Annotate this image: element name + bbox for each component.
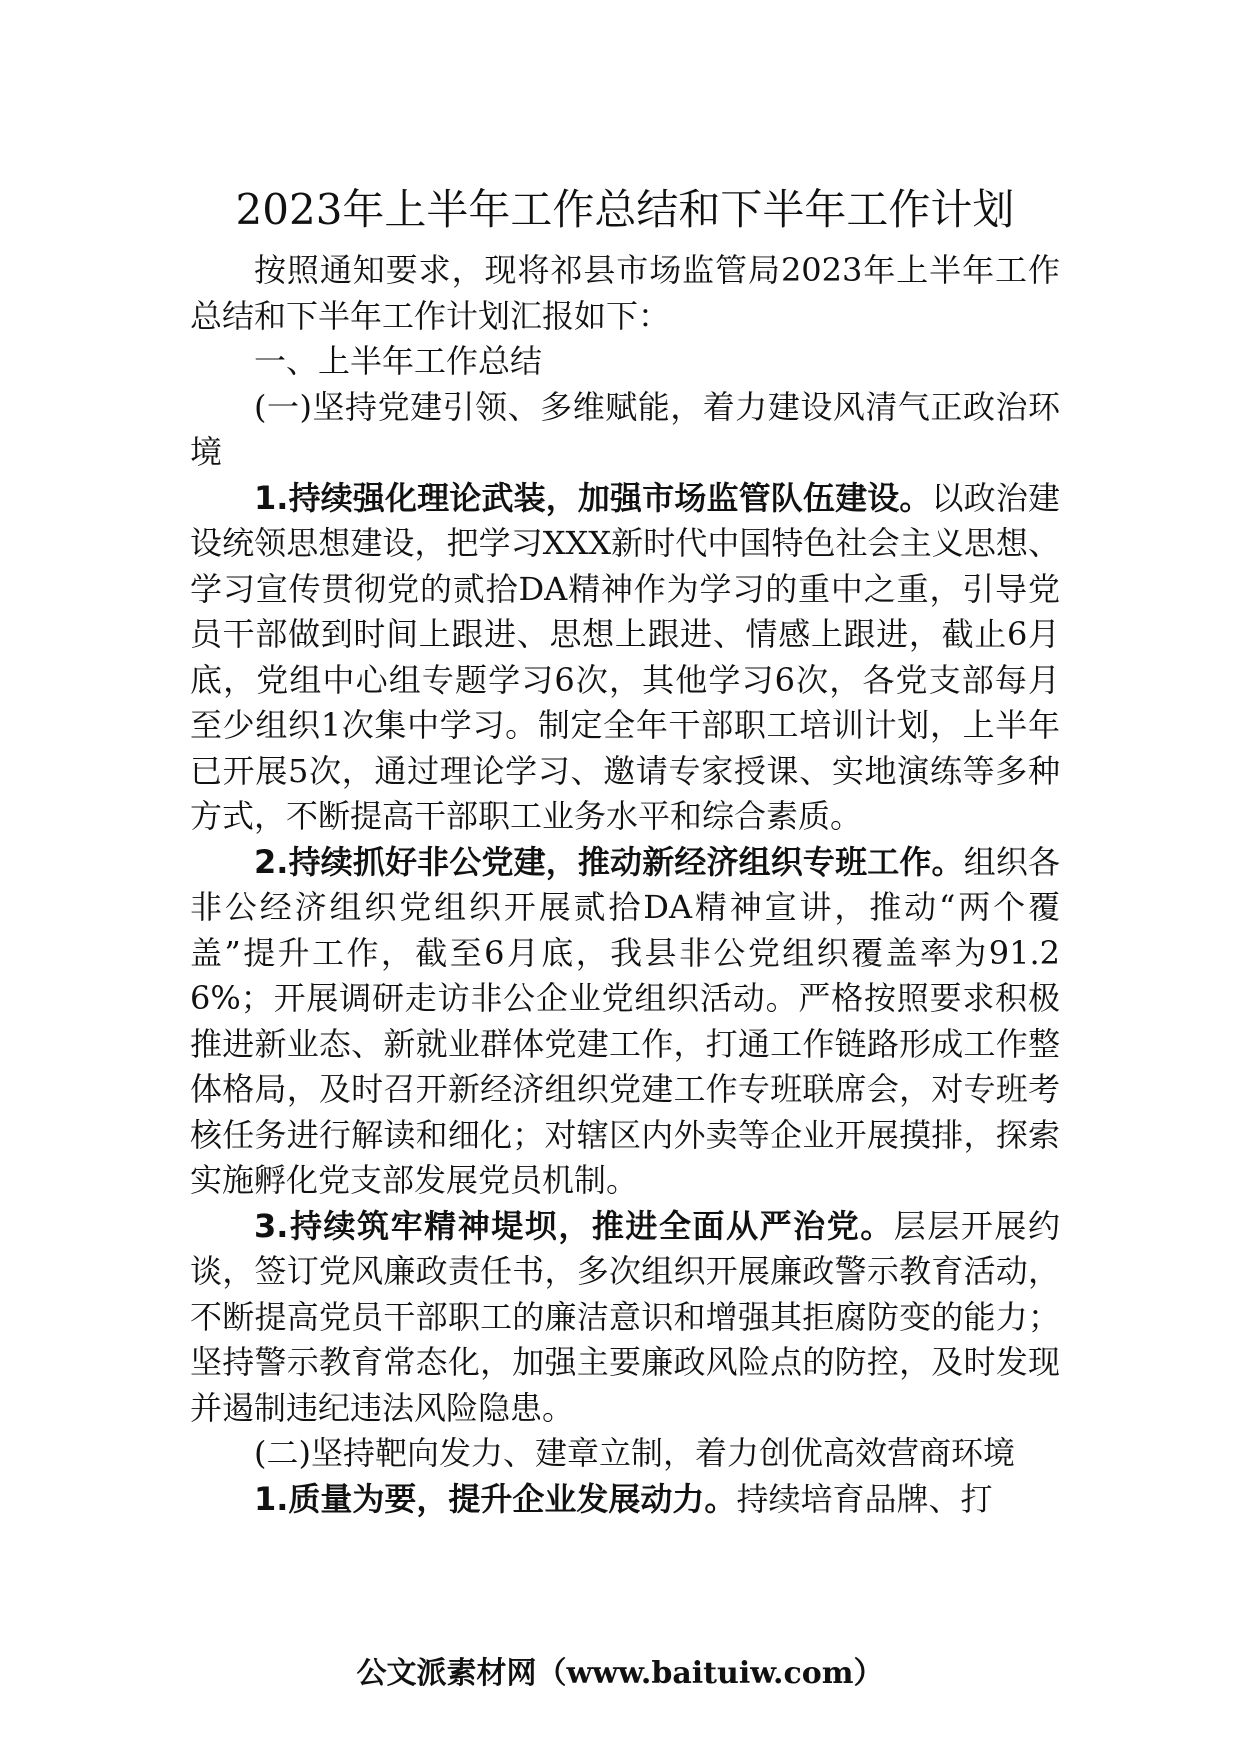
item-lead: 2.持续抓好非公党建，推动新经济组织专班工作。 [254,842,964,881]
footer-watermark: 公文派素材网（www.baituiw.com） [356,1656,884,1691]
document-title: 2023年上半年工作总结和下半年工作计划 [235,185,1015,234]
intro-paragraph: 按照通知要求，现将祁县市场监管局2023年上半年工作总结和下半年工作计划汇报如下： [190,251,1060,335]
item-paragraph [190,1204,1060,1432]
item-body: 以政治建设统领思想建设，把学习XXX新时代中国特色社会主义思想、学习宣传贯彻党的贰拾DA精神作为学习的重中之重，引导党员干部做到时间上跟进、思想上跟进、情感上跟进，截止6月底，党组中心组专题学习6次，其他学习6次，各党支部每月至少组织1次集中学习。制定全年干部职工培训计划，上半年已开展5次，通过理论学习、邀请专家授课、实地演练等多种方式，不断提高干部职工业务水平和综合素质。 [190,478,1060,835]
subsection-heading: (一)坚持党建引领、多维赋能，着力建设风清气正政治环境 [190,387,1060,471]
section-heading: 一、上半年工作总结 [254,342,543,380]
document-body [190,180,1060,1522]
item-lead: 1.质量为要，提升企业发展动力。 [254,1479,737,1518]
item-lead: 3.持续筑牢精神堤坝，推进全面从严治党。 [254,1206,894,1245]
item-body: 层层开展约谈，签订党风廉政责任书，多次组织开展廉政警示教育活动，不断提高党员干部职工的廉洁意识和增强其拒腐防变的能力；坚持警示教育常态化，加强主要廉政风险点的防控，及时发现并遏制违纪违法风险隐患。 [190,1206,1060,1427]
item-paragraph [190,840,1060,1204]
subsection-heading: (二)坚持靶向发力、建章立制，着力创优高效营商环境 [254,1434,1015,1472]
item-paragraph [190,476,1060,840]
item-paragraph [190,1477,1060,1523]
item-lead: 1.持续强化理论武装，加强市场监管队伍建设。 [254,478,932,517]
item-body: 组织各非公经济组织党组织开展贰拾DA精神宣讲，推动“两个覆盖”提升工作，截至6月底，我县非公党组织覆盖率为91.26%；开展调研走访非公企业党组织活动。严格按照要求积极推进新业态、新就业群体党建工作，打通工作链路形成工作整体格局，及时召开新经济组织党建工作专班联席会，对专班考核任务进行解读和细化；对辖区内外卖等企业开展摸排，探索实施孵化党支部发展党员机制。 [190,842,1060,1199]
item-body: 持续培育品牌、打 [736,1479,993,1518]
